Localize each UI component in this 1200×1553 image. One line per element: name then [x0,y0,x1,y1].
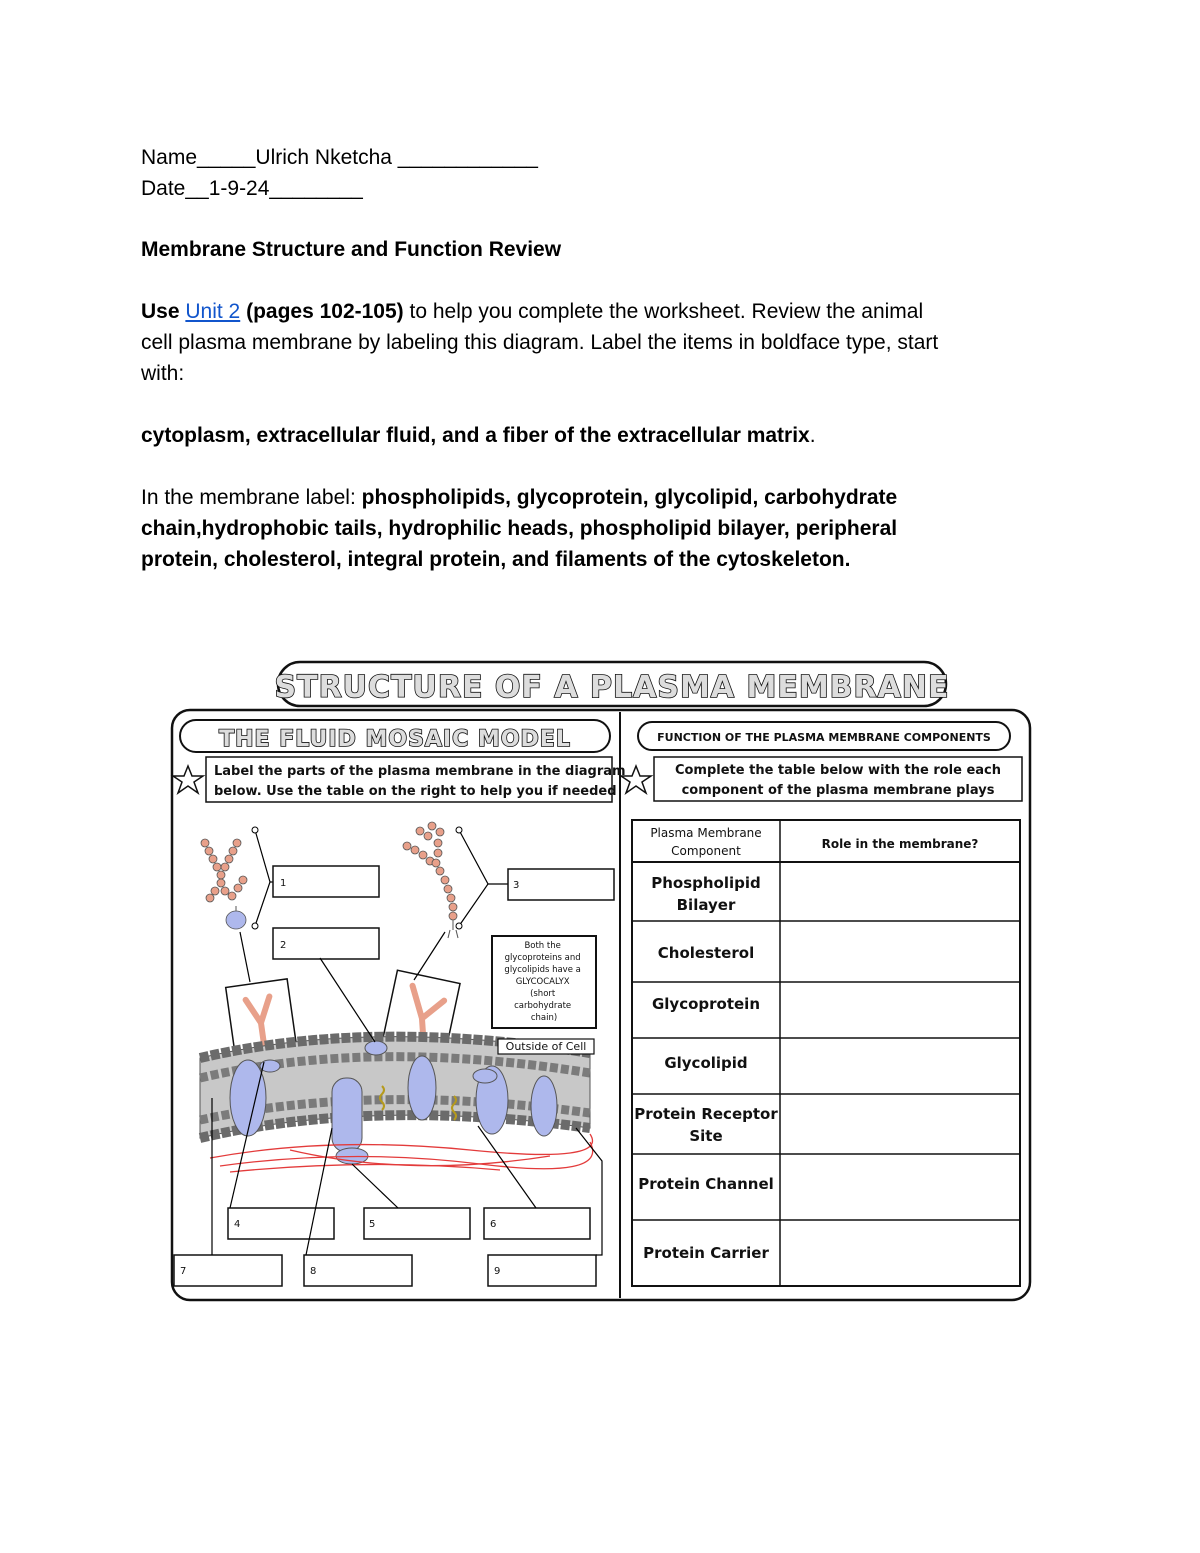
table-row-label: Bilayer [676,896,736,914]
answer-box-7[interactable] [174,1255,282,1286]
answer-box-number: 1 [280,878,287,889]
glycocalyx-note-text: Both the glycoproteins and glycolipids have a GLYCOCALYX (short carbohydrate chain) [504,941,581,1023]
left-instruction-1: Label the parts of the plasma membrane in the diagram [214,764,626,779]
intro-paragraph [141,296,1071,389]
pages-ref: (pages 102-105) [246,300,404,323]
glycoprotein-chain-left [201,839,247,929]
first-terms-bold: cytoplasm, extracellular fluid, and a fiber of the extracellular matrix [141,424,810,447]
answer-box-number: 7 [180,1266,187,1277]
table-header-component-2: Component [671,844,741,858]
unit-2-link[interactable]: Unit 2 [185,300,241,323]
name-line: Name_____Ulrich Nketcha ____________ [141,146,538,169]
membrane-diagram [174,822,614,1286]
membrane-terms-prefix: In the membrane label: [141,486,356,509]
answer-box-4[interactable] [228,1208,334,1239]
table-row-label: Protein Receptor [634,1105,778,1123]
answer-box-number: 6 [490,1219,497,1230]
cytoskeleton-filaments [210,1134,593,1172]
component-table [632,820,1020,1286]
answer-box-number: 2 [280,940,287,951]
answer-box-3[interactable] [508,869,614,900]
membrane-terms-line-2: chain,hydrophobic tails, hydrophilic heads, phospholipid bilayer, peripheral [141,517,898,540]
answer-box-number: 5 [369,1219,376,1230]
answer-box-1[interactable] [273,866,379,897]
right-instruction-2: component of the plasma membrane plays [681,783,995,798]
right-instruction-1: Complete the table below with the role each [674,763,1002,778]
intro-line-3: with: [141,362,185,385]
answer-box-number: 9 [494,1266,501,1277]
date-line: Date__1-9-24________ [141,177,363,200]
table-header-component-1: Plasma Membrane [650,826,762,840]
membrane-terms-line-3: protein, cholesterol, integral protein, and filaments of the cytoskeleton. [141,548,851,571]
intro-rest: to help you complete the worksheet. Review the animal [409,300,924,323]
star-icon [173,766,203,793]
use-label: Use [141,300,180,323]
outside-of-cell-label: Outside of Cell [505,1040,587,1053]
answer-box-8[interactable] [304,1255,412,1286]
left-instruction-2: below. Use the table on the right to help you if needed [214,784,617,799]
left-title: THE FLUID MOSAIC MODEL [219,727,571,752]
table-row-label: Phospholipid [651,874,761,892]
table-row-label: Glycoprotein [651,995,761,1013]
first-terms [141,420,816,451]
plasma-membrane-worksheet [170,658,1032,1304]
answer-box-number: 4 [234,1219,241,1230]
answer-box-number: 8 [310,1266,317,1277]
first-terms-end: . [809,424,816,447]
answer-box-5[interactable] [364,1208,470,1239]
answer-box-9[interactable] [488,1255,596,1286]
table-row-label: Glycolipid [664,1054,748,1072]
membrane-terms [141,482,1071,575]
table-row-label: Protein Channel [638,1175,774,1193]
main-title: STRUCTURE OF A PLASMA MEMBRANE [274,670,950,705]
table-header-role: Role in the membrane? [821,837,979,851]
answer-box-number: 3 [513,880,520,891]
page-title: Membrane Structure and Function Review [141,238,562,261]
answer-box-2[interactable] [273,928,379,959]
right-title: FUNCTION OF THE PLASMA MEMBRANE COMPONENTS [657,731,991,744]
table-row-label: Protein Carrier [643,1244,769,1262]
membrane-terms-line-1: phospholipids, glycoprotein, glycolipid, carbohydrate [361,486,898,509]
table-row-label: Cholesterol [657,944,755,962]
answer-box-6[interactable] [484,1208,590,1239]
glycolipid-chain-right [403,822,457,920]
table-row-label: Site [689,1127,723,1145]
intro-line-2: cell plasma membrane by labeling this diagram. Label the items in boldface type, start [141,331,939,354]
